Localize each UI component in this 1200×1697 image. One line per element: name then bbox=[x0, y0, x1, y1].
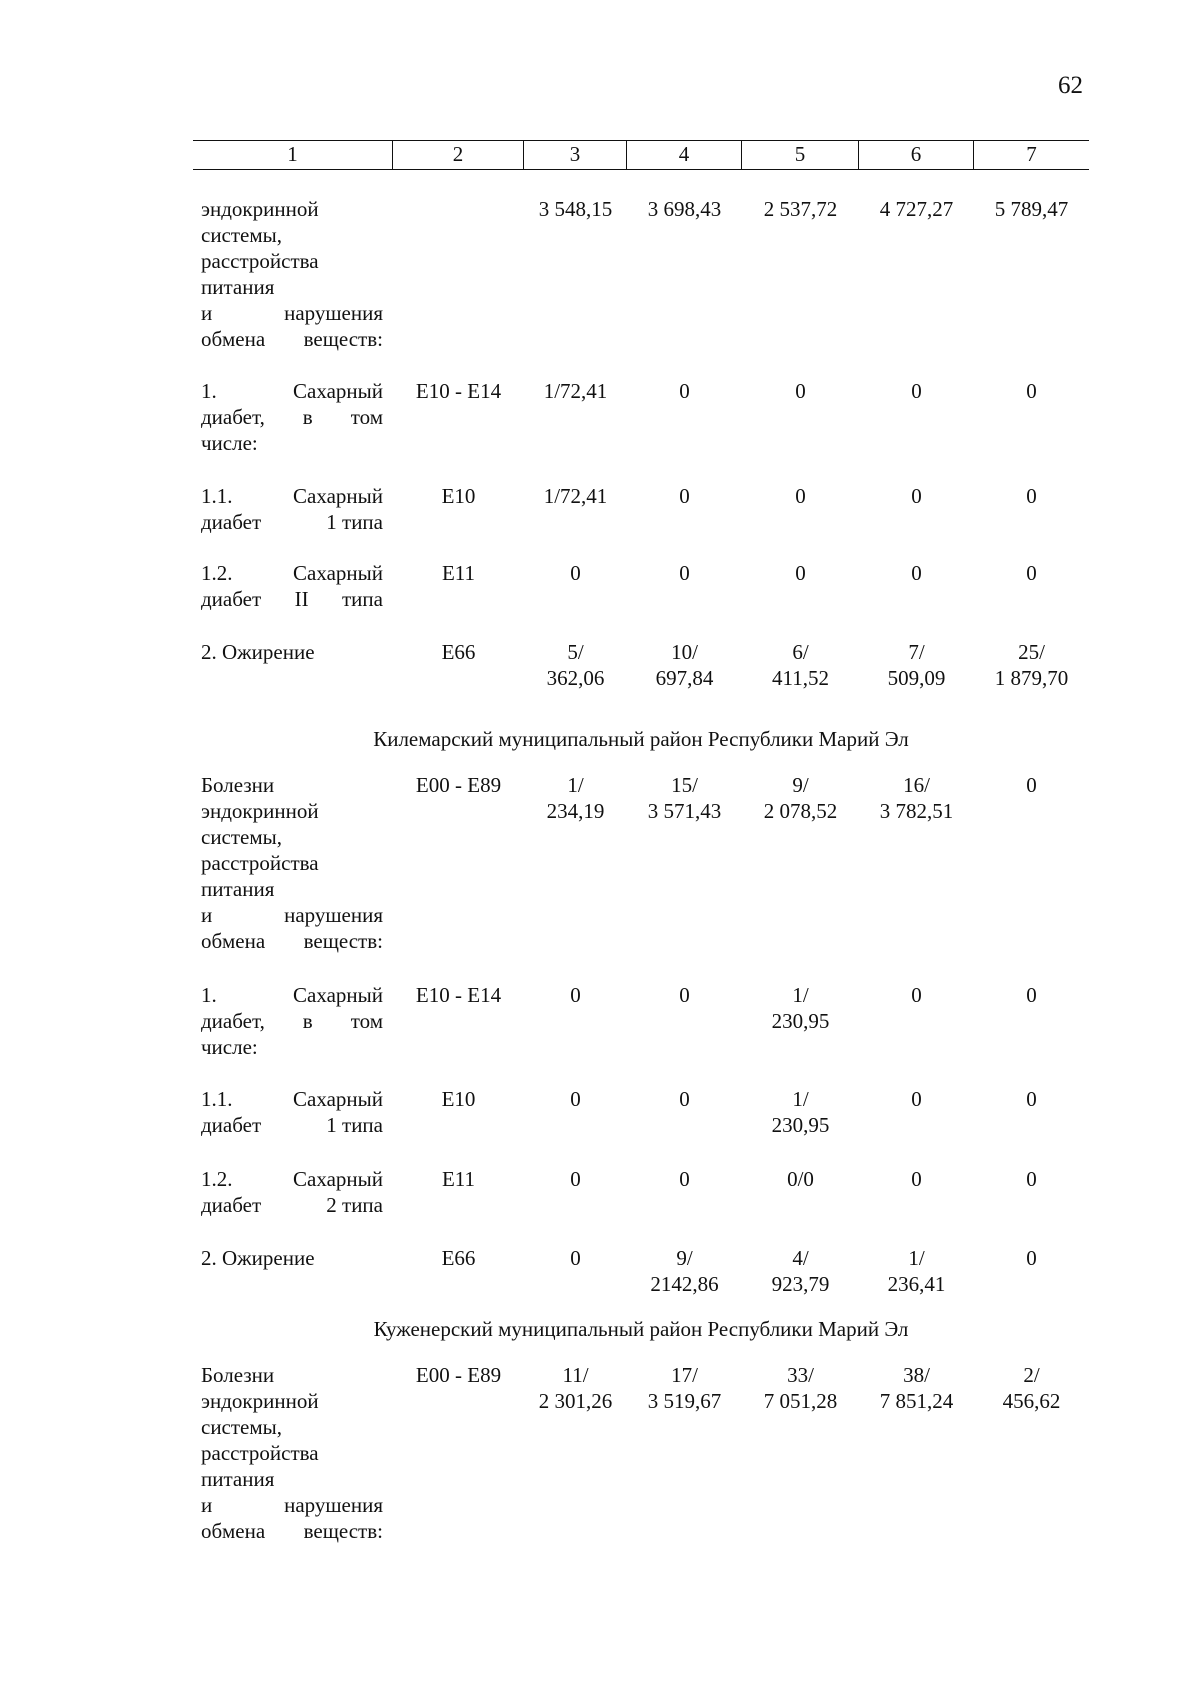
section-title-kilemarsky: Килемарский муниципальный район Республики Марий Эл bbox=[373, 727, 909, 751]
value-line: 0 bbox=[911, 561, 922, 585]
value-line: 0 bbox=[1026, 773, 1037, 797]
value-line: 15/ bbox=[671, 773, 698, 797]
value-line: 16/ bbox=[903, 773, 930, 797]
value-cell bbox=[859, 982, 974, 1008]
header-col-6: 6 bbox=[859, 141, 974, 169]
value-line: 2 301,26 bbox=[538, 1389, 613, 1413]
value-line: 697,84 bbox=[655, 666, 714, 690]
value-line: 6/ bbox=[792, 640, 809, 664]
row-label-line: 2. Ожирение bbox=[201, 1246, 315, 1270]
value-line: 5 789,47 bbox=[994, 197, 1069, 221]
row-label bbox=[201, 378, 383, 456]
row-label-line: обмена веществ: bbox=[201, 1519, 383, 1543]
row-label-line: системы, bbox=[201, 825, 283, 849]
page-number: 62 bbox=[1058, 72, 1083, 99]
value-cell bbox=[974, 1362, 1089, 1414]
header-col-1: 1 bbox=[193, 141, 393, 169]
icd-code: Е00 - Е89 bbox=[415, 1363, 502, 1387]
value-line: 0 bbox=[795, 561, 806, 585]
value-line: 0 bbox=[1026, 561, 1037, 585]
value-cell bbox=[742, 1245, 859, 1297]
row-label-line: эндокринной bbox=[201, 799, 319, 823]
row-label-line: и нарушения bbox=[201, 1493, 383, 1517]
value-cell bbox=[524, 982, 627, 1008]
row-label-line: числе: bbox=[201, 431, 258, 455]
value-line: 2 537,72 bbox=[763, 197, 838, 221]
row-label-line: питания bbox=[201, 1467, 275, 1491]
value-cell bbox=[627, 378, 742, 404]
value-cell bbox=[627, 1245, 742, 1297]
value-cell bbox=[742, 639, 859, 691]
value-cell bbox=[524, 639, 627, 691]
value-cell bbox=[859, 1362, 974, 1414]
value-line: 230,95 bbox=[771, 1113, 830, 1137]
row-label-line: диабет II типа bbox=[201, 587, 383, 611]
value-cell bbox=[742, 378, 859, 404]
value-line: 0 bbox=[1026, 1167, 1037, 1191]
value-line: 0 bbox=[570, 1087, 581, 1111]
value-line: 0 bbox=[679, 1167, 690, 1191]
value-line: 7/ bbox=[908, 640, 925, 664]
header-col-4: 4 bbox=[627, 141, 742, 169]
row-label-line: 1. Сахарный bbox=[201, 379, 383, 403]
row-label bbox=[201, 1166, 383, 1218]
value-cell bbox=[524, 560, 627, 586]
value-line: 38/ bbox=[903, 1363, 930, 1387]
value-line: 7 051,28 bbox=[763, 1389, 838, 1413]
value-cell bbox=[859, 560, 974, 586]
value-line: 0 bbox=[679, 484, 690, 508]
value-cell bbox=[742, 982, 859, 1034]
value-line: 0 bbox=[1026, 379, 1037, 403]
row-label-line: числе: bbox=[201, 1035, 258, 1059]
value-cell bbox=[974, 196, 1089, 222]
value-line: 509,09 bbox=[887, 666, 946, 690]
value-line: 923,79 bbox=[771, 1272, 830, 1296]
value-cell bbox=[627, 982, 742, 1008]
value-line: 0 bbox=[911, 1167, 922, 1191]
value-cell bbox=[974, 982, 1089, 1008]
row-label-line: и нарушения bbox=[201, 903, 383, 927]
header-col-5: 5 bbox=[742, 141, 859, 169]
row-label bbox=[201, 1245, 383, 1271]
value-line: 0 bbox=[1026, 983, 1037, 1007]
value-line: 0 bbox=[911, 484, 922, 508]
value-line: 0 bbox=[1026, 1087, 1037, 1111]
value-line: 2 078,52 bbox=[763, 799, 838, 823]
value-line: 2/ bbox=[1023, 1363, 1040, 1387]
value-cell bbox=[627, 483, 742, 509]
value-cell bbox=[974, 772, 1089, 798]
value-cell bbox=[742, 1362, 859, 1414]
value-line: 0 bbox=[570, 561, 581, 585]
row-label-line: 1.2. Сахарный bbox=[201, 561, 383, 585]
row-label-line: диабет 1 типа bbox=[201, 510, 383, 534]
value-cell bbox=[859, 1086, 974, 1112]
value-line: 25/ bbox=[1018, 640, 1045, 664]
row-label bbox=[201, 772, 383, 954]
row-label-line: 1.2. Сахарный bbox=[201, 1167, 383, 1191]
value-line: 1/ bbox=[567, 773, 584, 797]
row-label-line: диабет, в том bbox=[201, 1009, 383, 1033]
row-label-line: обмена веществ: bbox=[201, 929, 383, 953]
value-line: 1/ bbox=[792, 983, 809, 1007]
row-label-line: эндокринной bbox=[201, 197, 319, 221]
header-col-3: 3 bbox=[524, 141, 627, 169]
value-cell bbox=[742, 772, 859, 824]
value-cell bbox=[742, 483, 859, 509]
icd-code: Е00 - Е89 bbox=[415, 773, 502, 797]
value-cell bbox=[627, 1166, 742, 1192]
row-label-line: системы, bbox=[201, 1415, 283, 1439]
row-label bbox=[201, 982, 383, 1060]
row-label bbox=[201, 483, 383, 535]
value-line: 0 bbox=[570, 1246, 581, 1270]
value-line: 0 bbox=[679, 1087, 690, 1111]
value-line: 0 bbox=[679, 379, 690, 403]
value-line: 4/ bbox=[792, 1246, 809, 1270]
row-label-line: диабет 2 типа bbox=[201, 1193, 383, 1217]
value-line: 0 bbox=[570, 1167, 581, 1191]
value-line: 4 727,27 bbox=[879, 197, 954, 221]
icd-code: Е10 - Е14 bbox=[415, 983, 502, 1007]
value-cell bbox=[627, 639, 742, 691]
value-line: 2142,86 bbox=[650, 1272, 719, 1296]
icd-code: Е66 bbox=[441, 640, 476, 664]
value-cell bbox=[627, 196, 742, 222]
value-cell bbox=[524, 1166, 627, 1192]
table-header bbox=[193, 140, 1089, 170]
value-cell bbox=[524, 772, 627, 824]
row-label-line: обмена веществ: bbox=[201, 327, 383, 351]
value-cell bbox=[627, 772, 742, 824]
value-line: 362,06 bbox=[546, 666, 605, 690]
value-line: 9/ bbox=[792, 773, 809, 797]
value-cell bbox=[859, 1245, 974, 1297]
row-label-line: 1. Сахарный bbox=[201, 983, 383, 1007]
row-label-line: расстройства bbox=[201, 851, 319, 875]
section-title-kuzhenersky: Куженерский муниципальный район Республики Марий Эл bbox=[373, 1317, 909, 1341]
value-cell bbox=[974, 639, 1089, 691]
value-line: 1/ bbox=[908, 1246, 925, 1270]
value-cell bbox=[524, 1086, 627, 1112]
icd-code: Е66 bbox=[441, 1246, 476, 1270]
value-cell bbox=[742, 560, 859, 586]
value-cell bbox=[859, 1166, 974, 1192]
icd-code: Е10 bbox=[441, 1087, 476, 1111]
row-label-line: диабет 1 типа bbox=[201, 1113, 383, 1137]
value-line: 7 851,24 bbox=[879, 1389, 954, 1413]
value-line: 0 bbox=[679, 561, 690, 585]
value-line: 10/ bbox=[671, 640, 698, 664]
value-line: 230,95 bbox=[771, 1009, 830, 1033]
value-cell bbox=[742, 1166, 859, 1192]
value-cell bbox=[859, 639, 974, 691]
value-line: 11/ bbox=[562, 1363, 589, 1387]
value-line: 411,52 bbox=[772, 666, 829, 690]
icd-code: Е11 bbox=[441, 561, 476, 585]
row-label-line: и нарушения bbox=[201, 301, 383, 325]
value-line: 1/ bbox=[792, 1087, 809, 1111]
row-label bbox=[201, 196, 383, 352]
value-line: 3 571,43 bbox=[647, 799, 722, 823]
row-label bbox=[201, 1086, 383, 1138]
row-label-line: 1.1. Сахарный bbox=[201, 1087, 383, 1111]
value-cell bbox=[742, 1086, 859, 1138]
value-line: 1/72,41 bbox=[543, 379, 608, 403]
value-cell bbox=[974, 1166, 1089, 1192]
value-line: 9/ bbox=[676, 1246, 693, 1270]
value-line: 0 bbox=[570, 983, 581, 1007]
value-line: 0 bbox=[795, 484, 806, 508]
value-cell bbox=[974, 1086, 1089, 1112]
row-label-line: Болезни bbox=[201, 1363, 275, 1387]
value-cell bbox=[524, 1362, 627, 1414]
row-label-line: системы, bbox=[201, 223, 283, 247]
icd-code: Е11 bbox=[441, 1167, 476, 1191]
value-line: 3 519,67 bbox=[647, 1389, 722, 1413]
value-line: 0 bbox=[795, 379, 806, 403]
value-line: 0 bbox=[1026, 1246, 1037, 1270]
value-cell bbox=[859, 378, 974, 404]
value-line: 0 bbox=[679, 983, 690, 1007]
value-line: 1/72,41 bbox=[543, 484, 608, 508]
row-label-line: питания bbox=[201, 877, 275, 901]
icd-code: Е10 - Е14 bbox=[415, 379, 502, 403]
value-line: 5/ bbox=[567, 640, 584, 664]
value-line: 0 bbox=[1026, 484, 1037, 508]
row-label bbox=[201, 560, 383, 612]
value-line: 0 bbox=[911, 983, 922, 1007]
row-label-line: расстройства bbox=[201, 1441, 319, 1465]
value-cell bbox=[974, 378, 1089, 404]
row-label bbox=[201, 639, 383, 665]
icd-code: Е10 bbox=[441, 484, 476, 508]
value-line: 17/ bbox=[671, 1363, 698, 1387]
value-line: 3 548,15 bbox=[538, 197, 613, 221]
value-cell bbox=[859, 196, 974, 222]
value-cell bbox=[524, 378, 627, 404]
value-line: 0 bbox=[911, 1087, 922, 1111]
header-col-2: 2 bbox=[393, 141, 524, 169]
value-cell bbox=[859, 772, 974, 824]
row-label-line: Болезни bbox=[201, 773, 275, 797]
row-label-line: эндокринной bbox=[201, 1389, 319, 1413]
value-cell bbox=[524, 196, 627, 222]
value-cell bbox=[974, 483, 1089, 509]
value-cell bbox=[627, 1362, 742, 1414]
value-cell bbox=[742, 196, 859, 222]
value-line: 0 bbox=[911, 379, 922, 403]
row-label bbox=[201, 1362, 383, 1544]
value-line: 456,62 bbox=[1002, 1389, 1061, 1413]
header-col-7: 7 bbox=[1026, 142, 1037, 166]
row-label-line: питания bbox=[201, 275, 275, 299]
row-label-line: 2. Ожирение bbox=[201, 640, 315, 664]
row-label-line: 1.1. Сахарный bbox=[201, 484, 383, 508]
row-label-line: расстройства bbox=[201, 249, 319, 273]
value-line: 33/ bbox=[787, 1363, 814, 1387]
value-line: 3 782,51 bbox=[879, 799, 954, 823]
row-label-line: диабет, в том bbox=[201, 405, 383, 429]
value-line: 0/0 bbox=[787, 1167, 814, 1191]
value-line: 3 698,43 bbox=[647, 197, 722, 221]
value-cell bbox=[974, 1245, 1089, 1271]
value-line: 236,41 bbox=[887, 1272, 946, 1296]
value-line: 234,19 bbox=[546, 799, 605, 823]
value-cell bbox=[524, 1245, 627, 1271]
value-cell bbox=[627, 560, 742, 586]
value-cell bbox=[627, 1086, 742, 1112]
value-cell bbox=[974, 560, 1089, 586]
value-cell bbox=[859, 483, 974, 509]
value-cell bbox=[524, 483, 627, 509]
value-line: 1 879,70 bbox=[994, 666, 1069, 690]
